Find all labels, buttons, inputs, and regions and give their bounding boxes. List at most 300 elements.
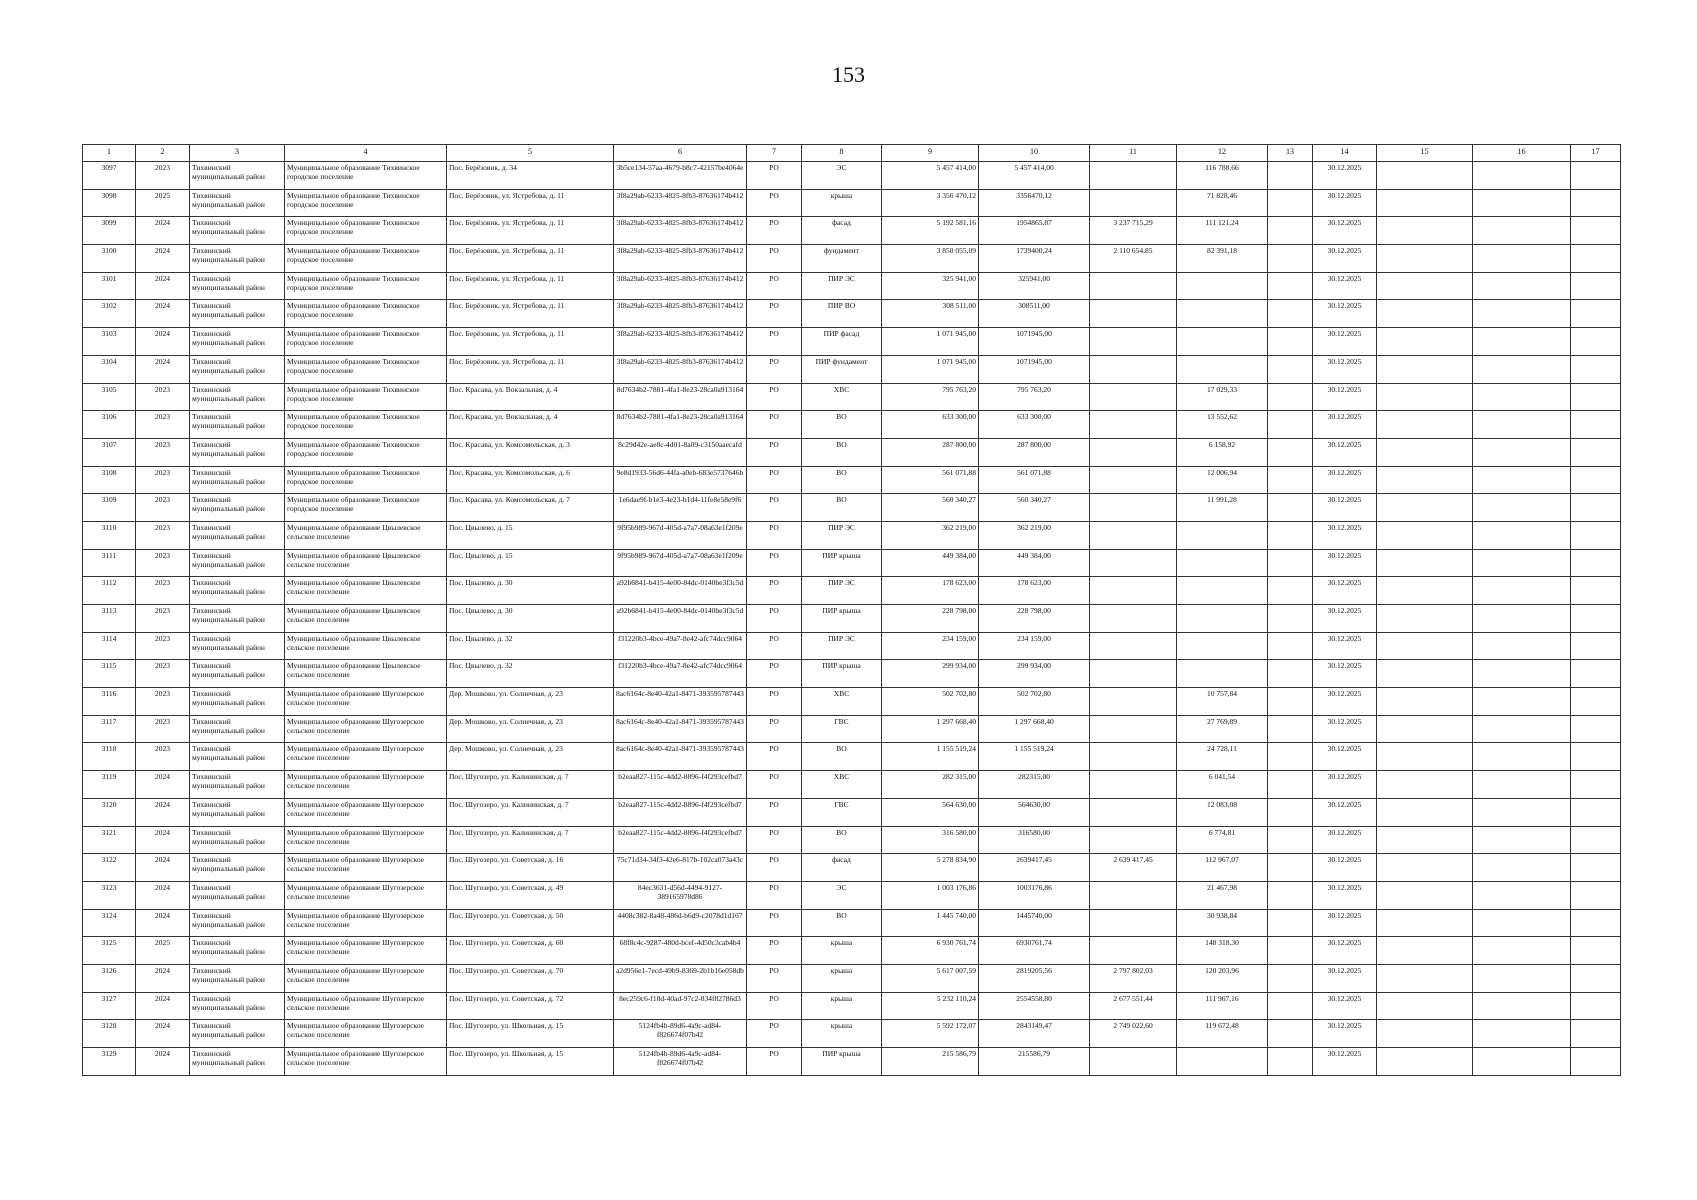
table-cell: крыша [802,992,882,1020]
table-cell: 30.12.2025 [1313,438,1377,466]
table-row [83,660,1621,688]
table-cell: Муниципальное образование Шугозерское сельское поселение [285,992,447,1020]
table-cell [1177,272,1268,300]
table-cell: фундамент [802,245,882,273]
table-cell: Муниципальное образование Шугозерское сельское поселение [285,881,447,909]
table-cell [1377,798,1473,826]
table-row [83,937,1621,965]
table-cell: Тихвинский муниципальный район [190,909,285,937]
table-cell: РО [747,826,802,854]
table-cell [1473,272,1571,300]
column-header: 14 [1313,145,1377,162]
table-row [83,881,1621,909]
table-cell: крыша [802,189,882,217]
table-cell: Муниципальное образование Тихвинское городское поселение [285,272,447,300]
table-cell: 795 763,20 [882,383,979,411]
table-cell [1268,189,1313,217]
table-cell: Тихвинский муниципальный район [190,743,285,771]
table-cell: 2023 [136,162,190,190]
table-cell [1377,964,1473,992]
table-cell [1177,577,1268,605]
table-cell [1268,162,1313,190]
column-header: 3 [190,145,285,162]
table-cell: 6930761,74 [979,937,1090,965]
table-cell: 3121 [83,826,136,854]
table-cell: 3110 [83,521,136,549]
table-cell: Тихвинский муниципальный район [190,189,285,217]
table-cell [1268,743,1313,771]
table-cell: 12 083,08 [1177,798,1268,826]
table-cell: Дер. Мошково, ул. Солнечная, д. 23 [447,743,614,771]
table-row [83,1048,1621,1076]
table-cell: 2023 [136,660,190,688]
table-cell: ВО [802,826,882,854]
table-cell: Муниципальное образование Цвылевское сельское поселение [285,660,447,688]
table-cell: 3122 [83,854,136,882]
table-cell [1473,245,1571,273]
table-cell: 2024 [136,826,190,854]
table-cell: ПИР ЭС [802,272,882,300]
table-cell: ВО [802,909,882,937]
table-cell [1473,798,1571,826]
table-cell [1377,272,1473,300]
table-cell: 1 071 945,00 [882,355,979,383]
table-cell: 30.12.2025 [1313,909,1377,937]
table-cell [1377,189,1473,217]
table-cell [1377,438,1473,466]
table-cell [1090,826,1177,854]
table-cell [1268,521,1313,549]
table-cell [1090,715,1177,743]
table-cell: 8ac6164c-8e40-42a1-8471-393595787443 [614,743,747,771]
table-cell [1090,743,1177,771]
table-cell [1571,881,1621,909]
table-cell: 3f8a29ab-6233-4825-8fb3-87636174b412 [614,300,747,328]
table-cell: 1e6dae9f-b1e3-4e23-b1d4-11fe8e58e9f6 [614,494,747,522]
table-cell [1571,272,1621,300]
table-cell [1177,660,1268,688]
table-cell: Тихвинский муниципальный район [190,688,285,716]
table-cell: Тихвинский муниципальный район [190,660,285,688]
table-cell: 234 159,00 [882,632,979,660]
table-cell [1377,355,1473,383]
table-cell: Муниципальное образование Шугозерское сельское поселение [285,688,447,716]
table-cell: РО [747,881,802,909]
table-cell: 1445740,00 [979,909,1090,937]
table-cell: Пос. Цвылево, д. 15 [447,549,614,577]
table-cell: 3f8a29ab-6233-4825-8fb3-87636174b412 [614,355,747,383]
table-cell: ПИР крыша [802,605,882,633]
table-cell: ПИР ВО [802,300,882,328]
table-cell [1090,605,1177,633]
table-cell: РО [747,660,802,688]
table-cell: 2023 [136,605,190,633]
table-cell: 3f8a29ab-6233-4825-8fb3-87636174b412 [614,217,747,245]
table-cell [1571,1020,1621,1048]
table-cell [1473,577,1571,605]
table-cell [1377,494,1473,522]
table-cell [1571,909,1621,937]
table-cell [1268,245,1313,273]
table-cell: 2023 [136,383,190,411]
table-cell: РО [747,162,802,190]
table-cell: Пос. Шугозеро, ул. Советская, д. 60 [447,937,614,965]
table-cell [1473,688,1571,716]
table-cell: 3117 [83,715,136,743]
table-cell: Муниципальное образование Шугозерское сельское поселение [285,771,447,799]
column-header: 17 [1571,145,1621,162]
table-cell: Тихвинский муниципальный район [190,1048,285,1076]
table-cell: 3109 [83,494,136,522]
table-cell: Тихвинский муниципальный район [190,328,285,356]
table-cell: 6 930 761,74 [882,937,979,965]
table-cell: 215586,79 [979,1048,1090,1076]
table-cell: Пос. Шугозеро, ул. Советская, д. 50 [447,909,614,937]
table-cell: 6 774,81 [1177,826,1268,854]
table-cell: 27 769,89 [1177,715,1268,743]
table-row [83,1020,1621,1048]
table-cell: 9e8d1933-56d6-44fa-a0eb-683e5737646b [614,466,747,494]
table-cell: f31220b3-4bce-49a7-8e42-afc74dcc9064 [614,632,747,660]
table-cell: Муниципальное образование Шугозерское сельское поселение [285,826,447,854]
table-cell [1571,466,1621,494]
table-row [83,328,1621,356]
table-cell: ВО [802,743,882,771]
table-cell: Тихвинский муниципальный район [190,521,285,549]
table-cell: Муниципальное образование Тихвинское городское поселение [285,494,447,522]
table-cell: РО [747,1020,802,1048]
table-cell: Муниципальное образование Тихвинское городское поселение [285,383,447,411]
table-cell: 2024 [136,1020,190,1048]
table-cell [1177,328,1268,356]
table-cell: Муниципальное образование Шугозерское сельское поселение [285,715,447,743]
table-cell: 3f8a29ab-6233-4825-8fb3-87636174b412 [614,328,747,356]
table-cell: 3356470,12 [979,189,1090,217]
table-cell [1090,383,1177,411]
table-cell: 6 158,92 [1177,438,1268,466]
table-cell [1377,605,1473,633]
table-cell [1377,632,1473,660]
column-header: 2 [136,145,190,162]
table-cell [1177,300,1268,328]
table-cell: Тихвинский муниципальный район [190,937,285,965]
table-cell: 30.12.2025 [1313,605,1377,633]
table-cell: Тихвинский муниципальный район [190,466,285,494]
table-cell: 30.12.2025 [1313,577,1377,605]
table-cell: Муниципальное образование Тихвинское городское поселение [285,217,447,245]
table-cell: РО [747,771,802,799]
table-cell [1268,355,1313,383]
table-cell: Тихвинский муниципальный район [190,162,285,190]
table-cell [1571,715,1621,743]
table-cell: 362 219,00 [979,521,1090,549]
table-cell: 2024 [136,854,190,882]
table-cell [1473,217,1571,245]
table-cell: 2639417,45 [979,854,1090,882]
table-cell: ПИР крыша [802,549,882,577]
table-cell: 30.12.2025 [1313,743,1377,771]
table-cell [1268,300,1313,328]
table-cell: РО [747,328,802,356]
table-cell: 178 623,00 [882,577,979,605]
table-cell: 2024 [136,300,190,328]
table-cell: 2024 [136,798,190,826]
table-row [83,771,1621,799]
table-cell: 2843149,47 [979,1020,1090,1048]
table-cell: 30.12.2025 [1313,881,1377,909]
table-cell: 11 991,28 [1177,494,1268,522]
table-cell [1090,272,1177,300]
table-cell: 560 340,27 [882,494,979,522]
table-cell: 1 297 668,40 [979,715,1090,743]
table-cell: 2023 [136,521,190,549]
table-cell: 3099 [83,217,136,245]
table-cell [1571,826,1621,854]
table-cell [1571,1048,1621,1076]
column-header: 1 [83,145,136,162]
table-cell [1377,300,1473,328]
table-row [83,521,1621,549]
table-cell: фасад [802,854,882,882]
register-table [82,144,1621,1076]
table-cell: 3111 [83,549,136,577]
table-cell: 30.12.2025 [1313,826,1377,854]
column-header: 6 [614,145,747,162]
table-cell: РО [747,743,802,771]
table-cell: РО [747,438,802,466]
table-cell: ВО [802,411,882,439]
column-header: 11 [1090,145,1177,162]
table-cell: Тихвинский муниципальный район [190,438,285,466]
table-cell: Тихвинский муниципальный район [190,355,285,383]
table-cell [1377,328,1473,356]
table-cell: РО [747,854,802,882]
table-cell: 116 788,66 [1177,162,1268,190]
table-cell: Тихвинский муниципальный район [190,245,285,273]
table-cell: 3f8a29ab-6233-4825-8fb3-87636174b412 [614,245,747,273]
table-cell: ХВС [802,771,882,799]
table-cell: РО [747,798,802,826]
table-cell: 3106 [83,411,136,439]
table-cell [1377,688,1473,716]
table-cell [1268,909,1313,937]
table-cell: 30.12.2025 [1313,300,1377,328]
table-cell [1473,162,1571,190]
table-cell [1571,245,1621,273]
table-cell [1473,438,1571,466]
table-row [83,466,1621,494]
table-cell: 3100 [83,245,136,273]
table-cell: 2023 [136,715,190,743]
table-cell: 287 800,00 [979,438,1090,466]
table-cell: Муниципальное образование Шугозерское сельское поселение [285,964,447,992]
table-cell: Пос. Шугозеро, ул. Калининская, д. 7 [447,771,614,799]
table-cell: 8ec259c6-f18d-40ad-97c2-834f82786d3 [614,992,747,1020]
table-cell: 30.12.2025 [1313,189,1377,217]
table-cell: 3119 [83,771,136,799]
table-cell [1571,992,1621,1020]
table-row [83,217,1621,245]
table-cell: 325941,00 [979,272,1090,300]
table-cell: 3112 [83,577,136,605]
table-cell: крыша [802,964,882,992]
table-cell: 30.12.2025 [1313,494,1377,522]
table-cell: 561 071,88 [882,466,979,494]
table-cell: 228 798,00 [979,605,1090,633]
table-cell: 148 318,30 [1177,937,1268,965]
table-cell: 119 672,48 [1177,1020,1268,1048]
column-header: 9 [882,145,979,162]
table-cell: ПИР ЭС [802,632,882,660]
table-cell: РО [747,300,802,328]
table-cell: 3104 [83,355,136,383]
table-cell: 1071945,00 [979,328,1090,356]
table-cell: 2024 [136,217,190,245]
table-cell: ПИР ЭС [802,577,882,605]
table-cell [1377,577,1473,605]
table-cell [1473,632,1571,660]
table-cell: ЭС [802,162,882,190]
table-cell [1473,1020,1571,1048]
table-cell: Муниципальное образование Цвылевское сельское поселение [285,549,447,577]
table-cell [1571,189,1621,217]
table-cell: 287 800,00 [882,438,979,466]
table-cell: 3113 [83,605,136,633]
table-cell: РО [747,632,802,660]
table-cell: 3098 [83,189,136,217]
table-cell: a92b6841-b415-4e00-84dc-0140be3f3c5d [614,577,747,605]
table-cell [1377,162,1473,190]
table-cell: 30.12.2025 [1313,715,1377,743]
table-cell: 17 029,33 [1177,383,1268,411]
page-number: 153 [832,62,865,87]
table-cell: 30.12.2025 [1313,549,1377,577]
table-cell: Муниципальное образование Тихвинское городское поселение [285,245,447,273]
table-cell [1571,771,1621,799]
table-cell: Пос. Берёзовик, ул. Ястребова, д. 11 [447,189,614,217]
table-cell: 2024 [136,909,190,937]
table-cell [1090,549,1177,577]
table-cell: 3116 [83,688,136,716]
table-cell: 30.12.2025 [1313,162,1377,190]
table-cell [1090,660,1177,688]
table-cell: 3108 [83,466,136,494]
table-cell [1268,494,1313,522]
table-cell: ХВС [802,383,882,411]
table-cell: 30.12.2025 [1313,1048,1377,1076]
table-cell: 30.12.2025 [1313,411,1377,439]
table-cell: 30.12.2025 [1313,383,1377,411]
table-cell: РО [747,605,802,633]
table-cell: Муниципальное образование Цвылевское сельское поселение [285,605,447,633]
table-cell [1571,688,1621,716]
table-cell: 12 006,94 [1177,466,1268,494]
table-cell [1090,466,1177,494]
table-cell: 111 121,24 [1177,217,1268,245]
table-cell [1377,1048,1473,1076]
table-cell [1473,660,1571,688]
table-cell: 3128 [83,1020,136,1048]
table-cell [1571,328,1621,356]
table-cell [1268,881,1313,909]
table-row [83,826,1621,854]
table-cell: РО [747,245,802,273]
table-cell [1090,411,1177,439]
table-cell: РО [747,521,802,549]
table-cell: Муниципальное образование Шугозерское сельское поселение [285,854,447,882]
table-cell [1473,715,1571,743]
table-cell: Муниципальное образование Тихвинское городское поселение [285,466,447,494]
table-cell: a2d956e1-7ecd-49b9-8369-2b1b16e058db [614,964,747,992]
table-cell [1571,660,1621,688]
table-cell: 4408c382-8a48-486d-b6d9-c2078d1d167 [614,909,747,937]
table-cell: 2024 [136,272,190,300]
table-cell: 30.12.2025 [1313,328,1377,356]
table-cell [1268,577,1313,605]
table-cell: РО [747,909,802,937]
table-cell: 633 300,00 [882,411,979,439]
table-cell: 2023 [136,743,190,771]
table-cell: Пос. Красава, ул. Вокзальная, д. 4 [447,383,614,411]
table-cell: 502 702,80 [882,688,979,716]
table-cell: 2 797 802,03 [1090,964,1177,992]
table-cell: Муниципальное образование Тихвинское городское поселение [285,355,447,383]
table-cell [1090,328,1177,356]
table-cell: Пос. Берёзовик, ул. Ястребова, д. 11 [447,355,614,383]
table-row [83,549,1621,577]
table-cell: 2023 [136,438,190,466]
table-cell [1571,964,1621,992]
table-cell: 2024 [136,328,190,356]
table-cell: 2024 [136,355,190,383]
table-cell: 30.12.2025 [1313,466,1377,494]
table-cell: 3102 [83,300,136,328]
table-cell: 1071945,00 [979,355,1090,383]
table-cell [1090,1048,1177,1076]
table-cell: Пос. Берёзовик, д. 34 [447,162,614,190]
table-cell [1377,937,1473,965]
table-cell: 30.12.2025 [1313,1020,1377,1048]
table-cell: 1 445 740,00 [882,909,979,937]
table-cell: 2 639 417,45 [1090,854,1177,882]
table-cell: 308 511,00 [882,300,979,328]
table-cell: 2023 [136,494,190,522]
table-cell: 3f8a29ab-6233-4825-8fb3-87636174b412 [614,189,747,217]
table-cell: Тихвинский муниципальный район [190,964,285,992]
table-cell [1268,688,1313,716]
table-cell: b2eaa827-115c-4dd2-8896-f4f293cefbd7 [614,771,747,799]
table-cell: Пос. Шугозеро, ул. Школьная, д. 15 [447,1020,614,1048]
table-cell [1377,992,1473,1020]
column-header: 10 [979,145,1090,162]
table-cell: ПИР крыша [802,660,882,688]
table-cell: Пос. Цвылево, д. 32 [447,660,614,688]
table-cell [1268,1048,1313,1076]
table-cell [1268,1020,1313,1048]
table-cell: 5 232 110,24 [882,992,979,1020]
table-row [83,162,1621,190]
table-cell: 5 192 581,16 [882,217,979,245]
table-cell [1377,854,1473,882]
table-cell: 234 159,00 [979,632,1090,660]
table-cell: 2023 [136,411,190,439]
table-cell: 3097 [83,162,136,190]
table-cell: 30.12.2025 [1313,964,1377,992]
table-cell: ВО [802,494,882,522]
table-cell [1473,466,1571,494]
table-cell: 3103 [83,328,136,356]
table-cell: 24 728,11 [1177,743,1268,771]
